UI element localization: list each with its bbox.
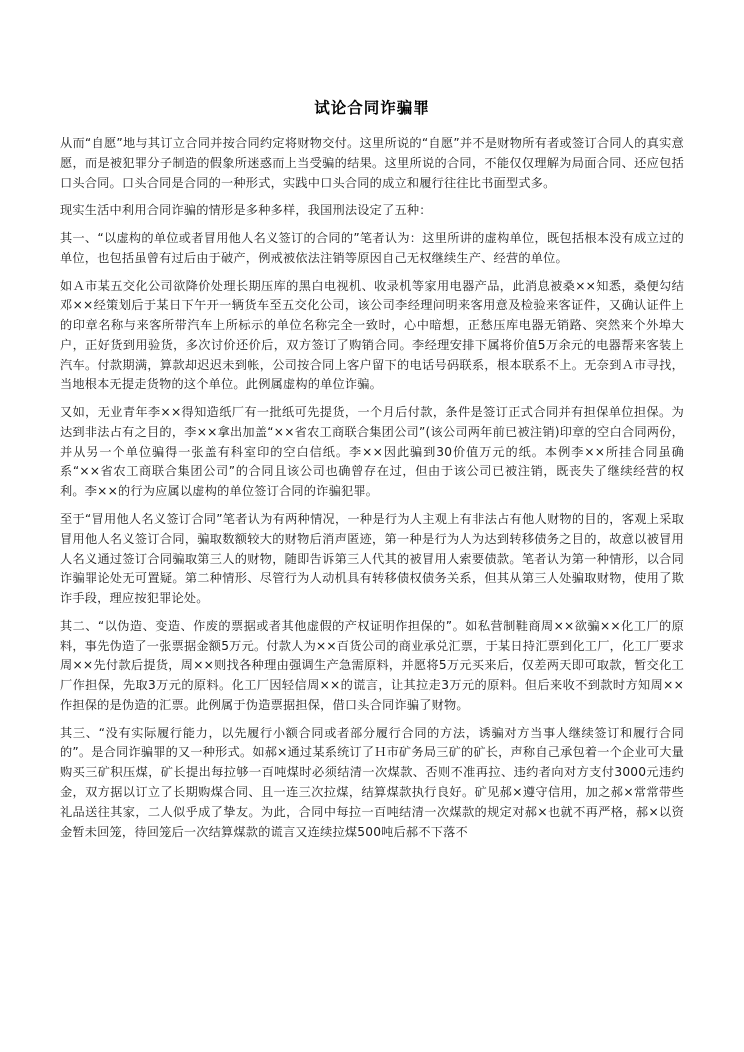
paragraph: 从而“自愿”地与其订立合同并按合同约定将财物交付。这里所说的“自愿”并不是财物所有者或签订合同人的真实意愿，而是被犯罪分子制造的假象所迷惑而上当受骗的结果。这里所说的合同，不能仅仅理解为局面合同、还应包括口头合同。口头合同是合同的一种形式，实践中口头合同的成立和履行往往比书面型式多。: [60, 136, 684, 190]
paragraph: 其二、“以伪造、变造、作废的票据或者其他虚假的产权证明作担保的”。如私营制鞋商周××欲骗××化工厂的原料，事先伪造了一张票据金额5万元。付款人为××百货公司的商业承兑汇票，于某日持汇票到化工厂，化工厂要求周××先付款后提货，周××则找各种理由强调生产急需原料，并愿将5万元买来后，仅差两天即可取款，暂交化工厂作担保，先取3万元的原料。化工厂因轻信周××的谎言，让其拉走3万元的原料。但后来收不到款时方知周××作担保的是伪造的汇票。此例属于伪造票据担保，借口头合同诈骗了财物。: [60, 618, 684, 712]
paragraph: 其三、“没有实际履行能力，以先履行小额合同或者部分履行合同的方法，诱骗对方当事人继续签订和履行合同的”。是合同诈骗罪的又一种形式。如郝×通过某系统订了Ｈ市矿务局三矿的矿长，声称自己承包着一个企业可大量购买三矿积压煤，矿长提出每拉够一百吨煤时必须结清一次煤款、否则不准再拉、违约者向对方支付3000元违约金，双方据以订立了长期购煤合同、且一连三次拉煤，结算煤款执行良好。矿见郝×遵守信用，加之郝×常常带些礼品送往其家，二人似乎成了挚友。为此，合同中每拉一百吨结清一次煤款的规定对郝×也就不再严格，郝×以资金暂未回笼，待回笼后一次结算煤款的谎言又连续拉煤500吨后郝不下落不: [60, 725, 684, 839]
page-title: 试论合同诈骗罪: [314, 99, 430, 117]
paragraph: 其一、“以虚构的单位或者冒用他人名义签订的合同的”笔者认为：这里所讲的虚构单位，既包括根本没有成立过的单位，也包括虽曾有过后由于破产，例戒被依法注销等原因自己无权继续生产、经营的单位。: [60, 231, 684, 265]
document-body: [60, 134, 684, 842]
paragraph: 又如，无业青年李××得知造纸厂有一批纸可先提货，一个月后付款，条件是签订正式合同并有担保单位担保。为达到非法占有之目的，李××拿出加盖“××省农工商联合集团公司”(该公司两年前已被注销)印章的空白合同两份，并从另一个单位骗得一张盖有科室印的空白信纸。李××因此骗到30价值万元的纸。本例李××所挂合同虽确系“××省农工商联合集团公司”的合同且该公司也确曾存在过，但由于该公司已被注销，既丧失了继续经营的权利。李××的行为应属以虚构的单位签订合同的诈骗犯罪。: [60, 405, 684, 499]
paragraph: 现实生活中利用合同诈骗的情形是多种多样，我国刑法设定了五种：: [60, 203, 432, 218]
paragraph: 至于“冒用他人名义签订合同”笔者认为有两种情况，一种是行为人主观上有非法占有他人财物的目的，客观上采取冒用他人名义签订合同，骗取数额较大的财物后消声匿迹，第一种是行为人为达到转移债务之目的，故意以被冒用人名义通过签订合同骗取第三人的财物，随即告诉第三人代其的被冒用人索要债款。笔者认为第一种情形，以合同诈骗罪论处无可置疑。第二种情形、尽管行为人动机具有转移债权债务关系，但其从第三人处骗取财物，使用了欺诈手段，理应按犯罪论处。: [60, 512, 684, 606]
paragraph: 如Ａ市某五交化公司欲降价处理长期压库的黑白电视机、收录机等家用电器产品，此消息被桑××知悉，桑便勾结邓××经策划后于某日下午开一辆货车至五交化公司，该公司李经理问明来客用意及检验来客证件，又确认证件上的印章名称与来客所带汽车上所标示的单位名称完全一致时，心中暗想，正愁压库电器无销路、突然来个外埠大户，正好货到用验货，多次讨价还价后，双方签订了购销合同。李经理安排下属将价值5万余元的电器帮来客装上汽车。付款期满，算款却迟迟未到帐，公司按合同上客户留下的电话号码联系，根本联系不上。无奈到Ａ市寻找，当地根本无提走货物的这个单位。此例属虚构的单位诈骗。: [60, 278, 684, 392]
